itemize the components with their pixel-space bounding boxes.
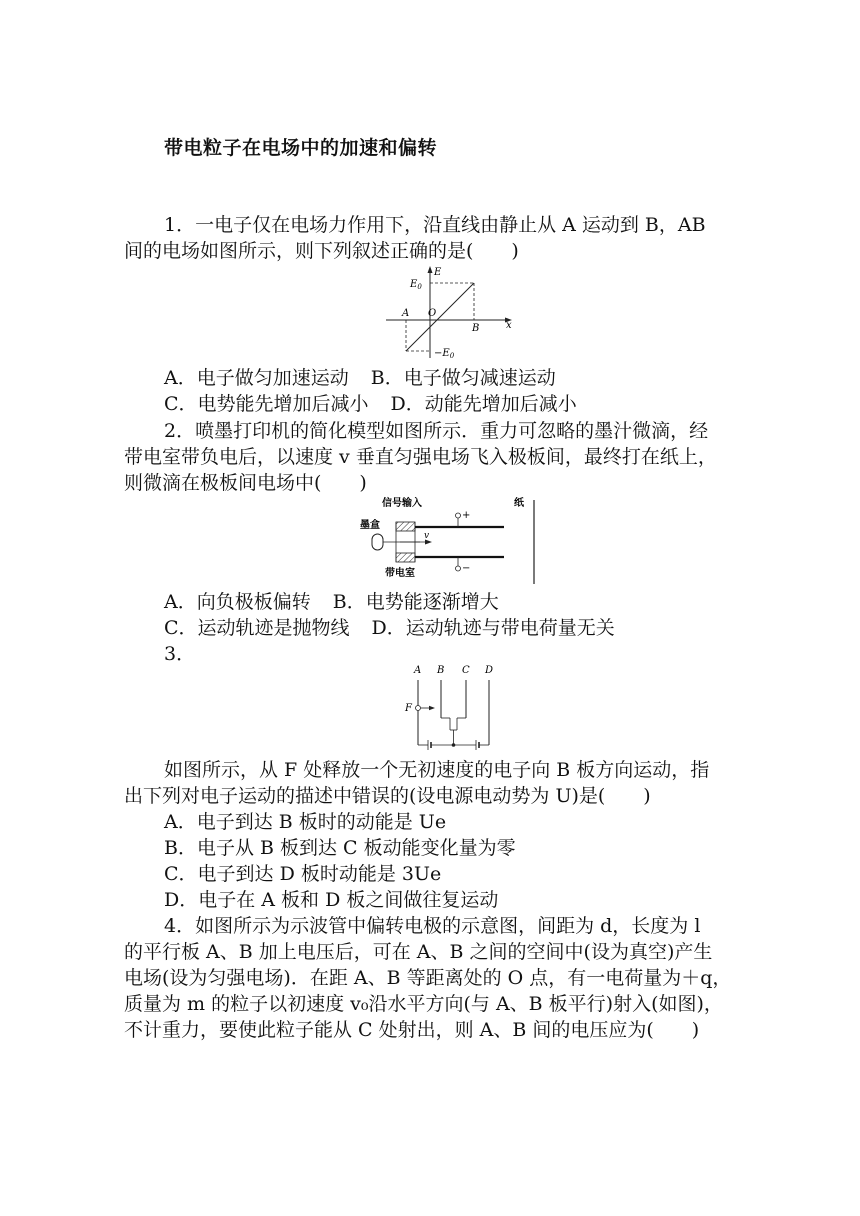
q1-option-b: B．电子做匀减速运动	[370, 367, 556, 389]
q2-text-line1: 2．喷墨打印机的简化模型如图所示．重力可忽略的墨汁微滴，经	[164, 420, 709, 442]
q1-text-line1: 1．一电子仅在电场力作用下，沿直线由静止从 A 运动到 B，AB	[164, 214, 706, 236]
q4-text-line4: 质量为 m 的粒子以初速度 v₀沿水平方向(与 A、B 板平行)射入(如图)，	[124, 993, 723, 1015]
q2-fig-label-inkbox: 墨盒	[360, 520, 380, 531]
q1-fig-label-negE0: −E	[434, 348, 450, 359]
q4-text-line2: 的平行板 A、B 加上电压后，可在 A、B 之间的空间中(设为真空)产生	[124, 941, 713, 963]
q2-option-b: B．电势能逐渐增大	[332, 591, 499, 613]
q2-options-row2	[164, 615, 615, 641]
q1-options-row1	[164, 365, 556, 391]
q1-option-d: D．动能先增加后减小	[390, 393, 577, 415]
q2-figure-inkjet-printer	[358, 494, 543, 586]
svg-text:−E0	[434, 348, 455, 360]
q3-option-d: D．电子在 A 板和 D 板之间做往复运动	[164, 889, 499, 911]
q3-fig-label-D: D	[485, 665, 494, 676]
q3-text-line2: 出下列对电子运动的描述中错误的(设电源电动势为 U)是( )	[124, 785, 651, 807]
q3-fig-label-B: B	[437, 665, 445, 676]
q1-fig-label-E0-sub: 0	[417, 283, 422, 291]
q1-fig-label-x: x	[506, 320, 512, 331]
page-title: 带电粒子在电场中的加速和偏转	[164, 137, 438, 159]
q1-fig-label-O: O	[428, 308, 437, 319]
q1-fig-label-A: A	[402, 308, 410, 319]
q1-fig-label-negE0-sub: 0	[449, 352, 455, 360]
q1-fig-label-E0: E	[410, 279, 418, 290]
q3-fig-label-F: F	[405, 703, 412, 714]
q2-option-c: C．运动轨迹是抛物线	[164, 617, 350, 639]
q4-text-line5: 不计重力，要使此粒子能从 C 处射出，则 A、B 间的电压应为( )	[124, 1019, 700, 1041]
q2-fig-label-v: v	[424, 531, 430, 541]
q3-number: 3．	[164, 643, 196, 665]
q3-option-b: B．电子从 B 板到达 C 板动能变化量为零	[164, 837, 516, 859]
svg-text:E0	[409, 279, 422, 291]
q1-option-a: A．电子做匀加速运动	[164, 367, 349, 389]
q3-text-line1: 如图所示，从 F 处释放一个无初速度的电子向 B 板方向运动，指	[164, 759, 710, 781]
q2-fig-label-plus: +	[462, 510, 471, 521]
q2-fig-label-minus: −	[462, 563, 471, 574]
q2-option-a: A．向负极板偏转	[164, 591, 311, 613]
q2-text-line3: 则微滴在极板间电场中( )	[124, 472, 367, 494]
q3-option-c: C．电子到达 D 板时动能是 3Ue	[164, 863, 442, 885]
q2-options-row1	[164, 589, 499, 615]
q2-fig-label-signal: 信号输入	[382, 498, 422, 509]
q4-text-line1: 4．如图所示为示波管中偏转电极的示意图，间距为 d，长度为 l	[164, 915, 701, 937]
q1-text-line2: 间的电场如图所示，则下列叙述正确的是( )	[124, 240, 519, 262]
q2-text-line2: 带电室带负电后，以速度 v 垂直匀强电场飞入极板间，最终打在纸上，	[124, 446, 717, 468]
q1-figure-field-graph	[380, 262, 520, 362]
q3-fig-label-A: A	[414, 665, 422, 676]
q4-text-line3: 电场(设为匀强电场)．在距 A、B 等距离处的 O 点，有一电荷量为＋q，	[124, 967, 732, 989]
q1-option-c: C．电势能先增加后减小	[164, 393, 369, 415]
q1-options-row2	[164, 391, 577, 417]
q3-fig-label-C: C	[462, 665, 470, 676]
q2-fig-label-paper: 纸	[514, 498, 524, 509]
q3-figure-plates-circuit	[400, 660, 505, 752]
q1-fig-label-B: B	[472, 323, 480, 334]
q2-option-d: D．运动轨迹与带电荷量无关	[371, 617, 615, 639]
q3-option-a: A．电子到达 B 板时的动能是 Ue	[164, 811, 447, 833]
q2-fig-label-charge: 带电室	[385, 568, 415, 579]
q1-fig-label-E: E	[434, 267, 442, 278]
